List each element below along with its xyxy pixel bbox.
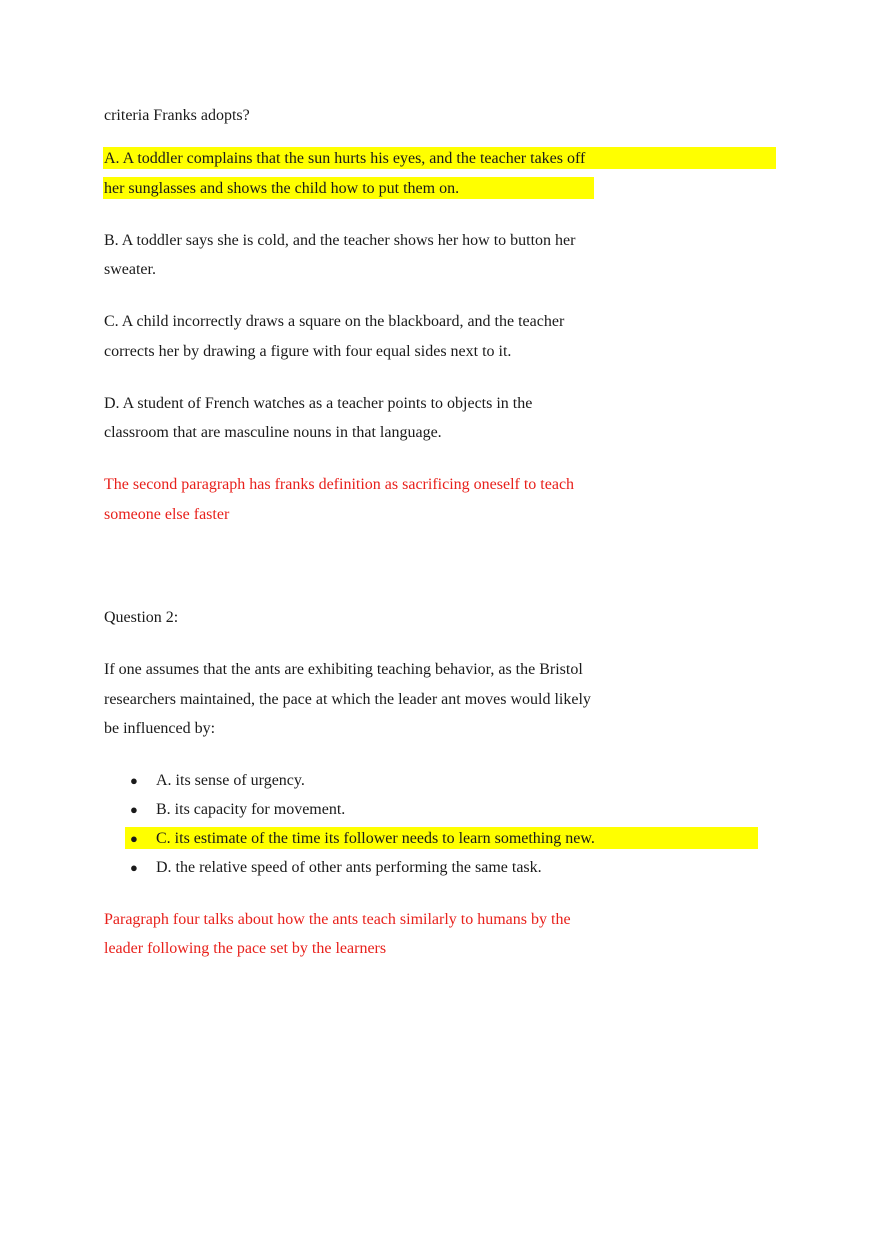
option-c-line-2: corrects her by drawing a figure with four equal sides next to it. (104, 343, 512, 360)
option-c-line-1: C. A child incorrectly draws a square on the blackboard, and the teacher (104, 313, 565, 330)
question-2-stem-line: researchers maintained, the pace at which the leader ant moves would likely (104, 691, 591, 708)
option-a-line-1: A. A toddler complains that the sun hurts his eyes, and the teacher takes off (104, 150, 586, 167)
option-d-line-2: classroom that are masculine nouns in that language. (104, 424, 442, 441)
option-b-line-1: B. A toddler says she is cold, and the teacher shows her how to button her (104, 232, 576, 249)
annotation-note-1: The second paragraph has franks definition as sacrificing oneself to teach (104, 476, 575, 493)
option-a-line-2: her sunglasses and shows the child how to put them on. (104, 180, 460, 197)
question-2-stem-line: be influenced by: (104, 720, 216, 737)
q2-option-a: A. its sense of urgency. (156, 772, 305, 789)
bullet-icon: ● (130, 860, 138, 875)
q2-option-c: C. its estimate of the time its follower needs to learn something new. (156, 830, 595, 847)
question-2-heading: Question 2: (104, 609, 179, 626)
bullet-icon: ● (130, 773, 138, 788)
annotation-note-2: leader following the pace set by the learners (104, 940, 387, 957)
option-b-line-2: sweater. (104, 261, 156, 278)
bullet-icon: ● (130, 831, 138, 846)
question-1-stem-end: criteria Franks adopts? (104, 107, 250, 124)
q2-option-b: B. its capacity for movement. (156, 801, 346, 818)
annotation-note-2: Paragraph four talks about how the ants teach similarly to humans by the (104, 911, 571, 928)
question-2-stem-line: If one assumes that the ants are exhibiting teaching behavior, as the Bristol (104, 661, 583, 678)
bullet-icon: ● (130, 802, 138, 817)
q2-option-d: D. the relative speed of other ants performing the same task. (156, 859, 542, 876)
option-d-line-1: D. A student of French watches as a teacher points to objects in the (104, 395, 533, 412)
annotation-note-1: someone else faster (104, 506, 230, 523)
